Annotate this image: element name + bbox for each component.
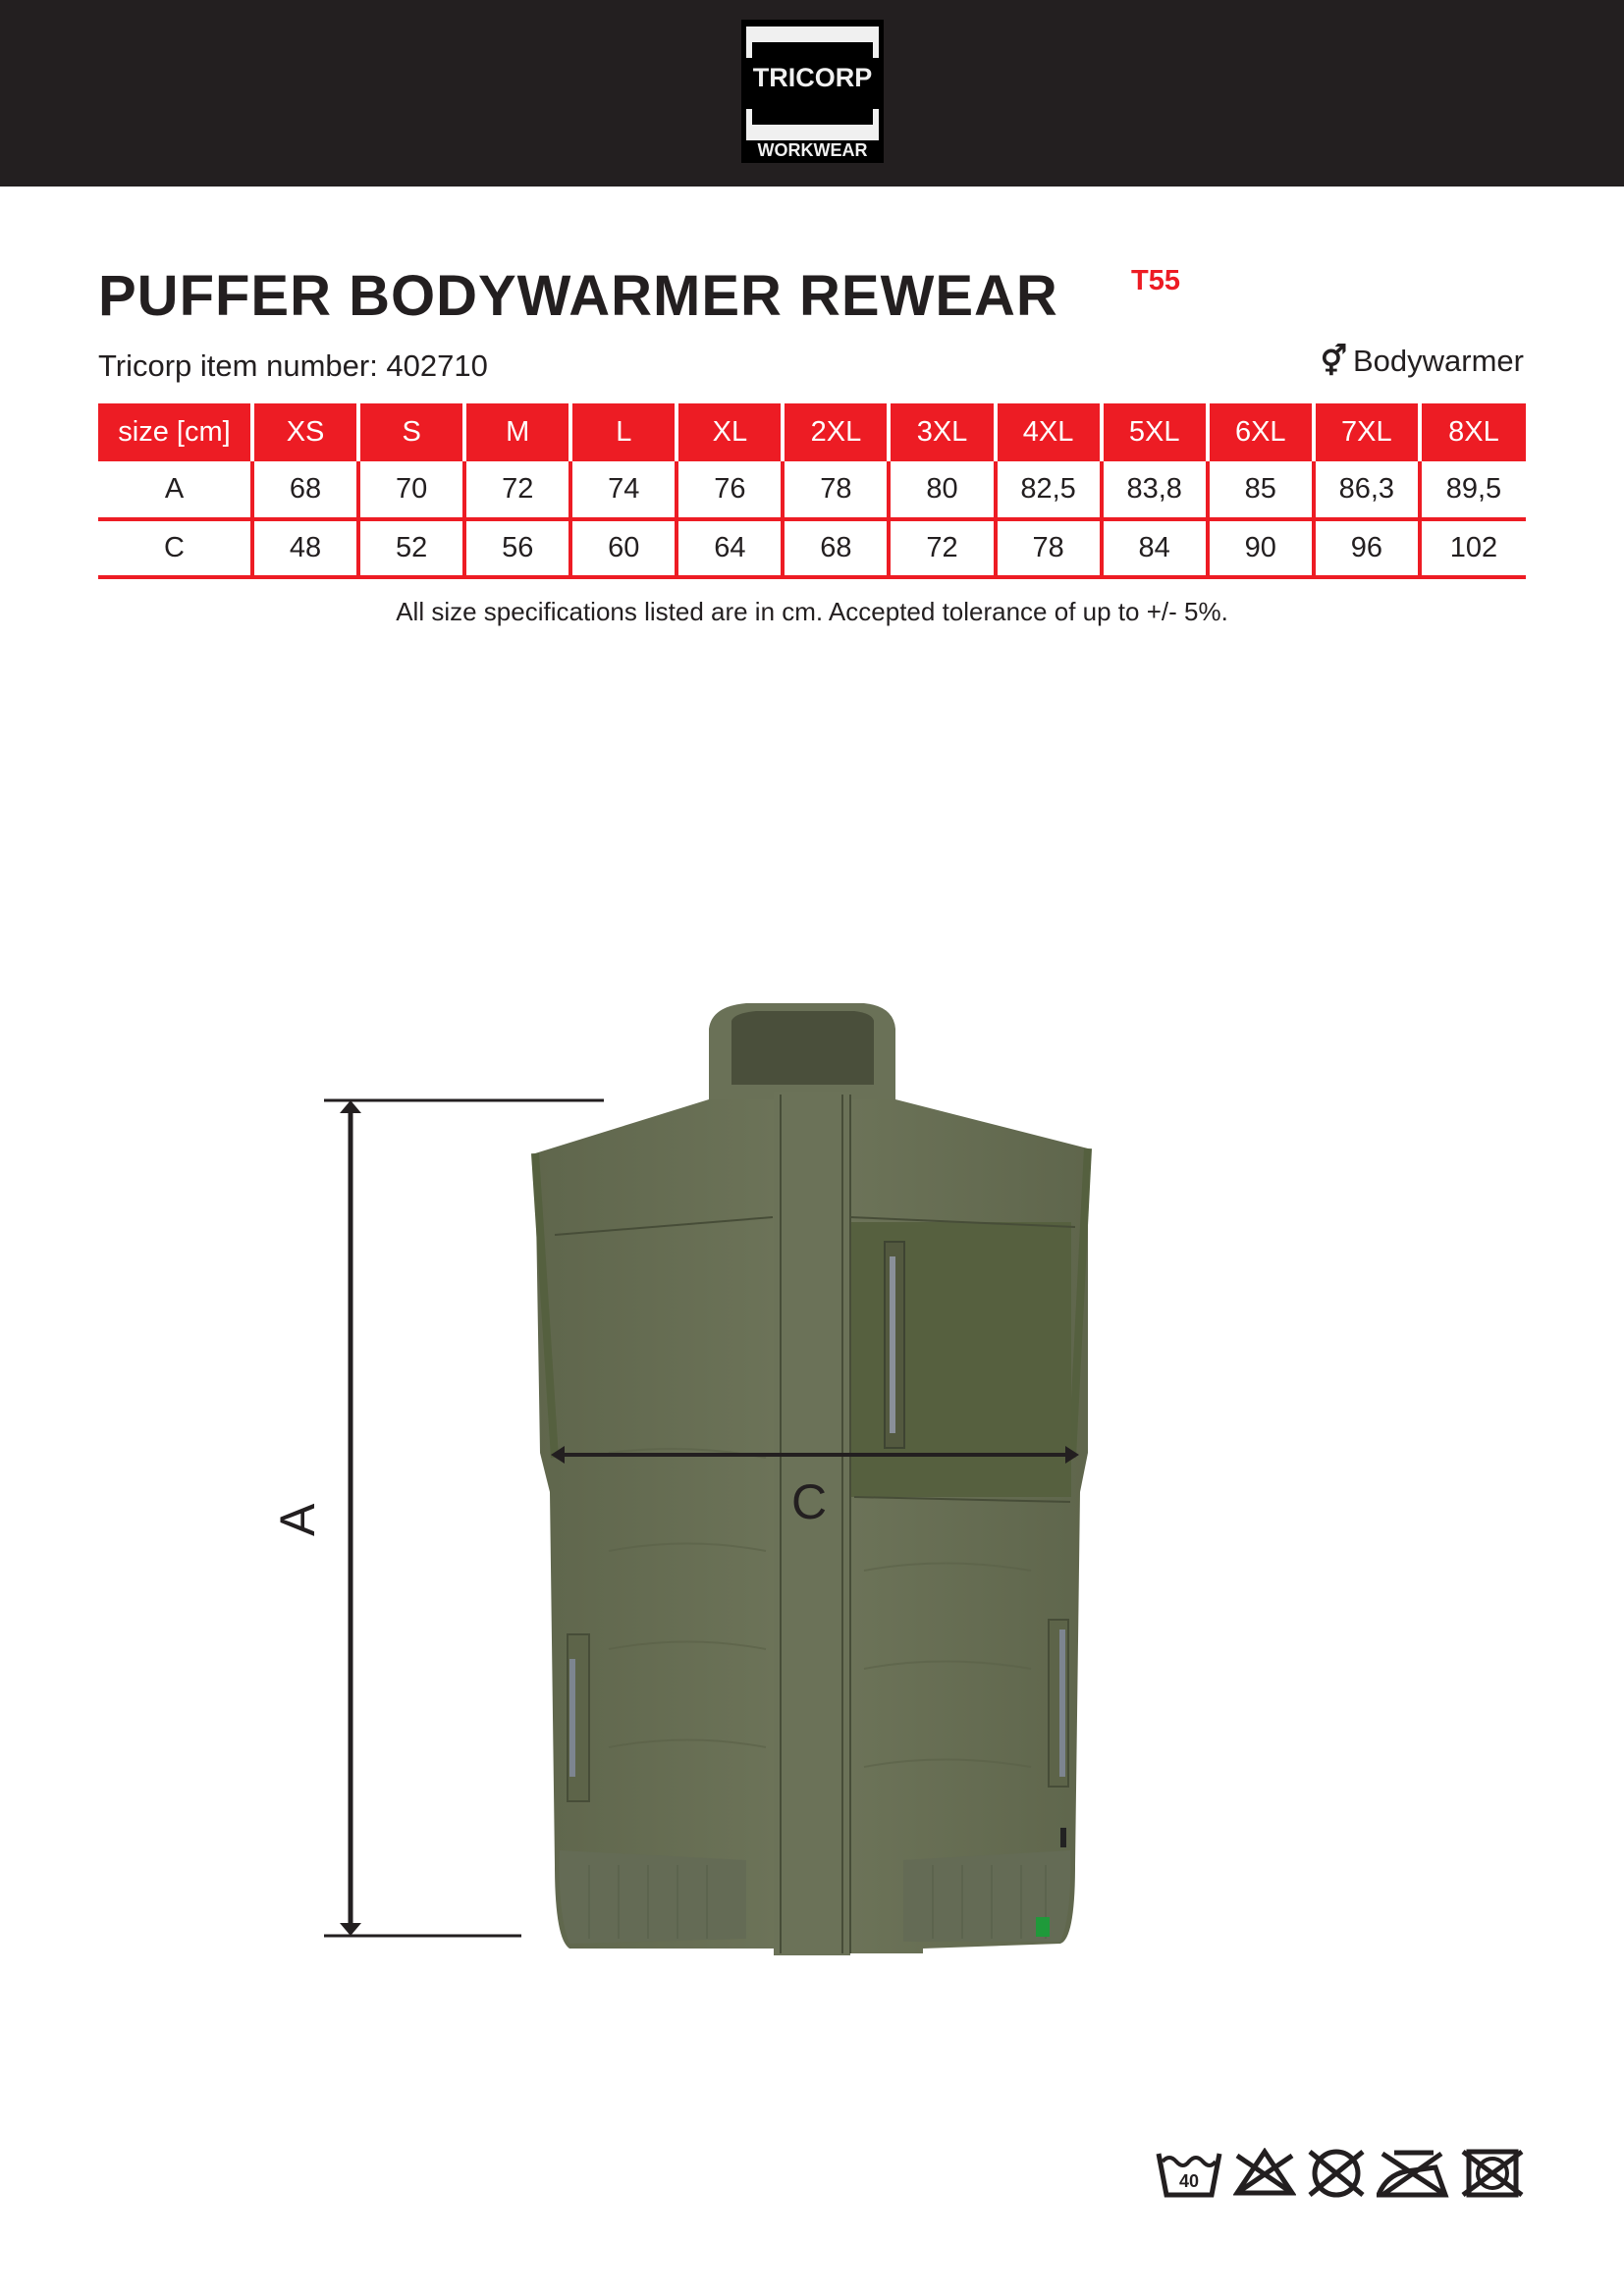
table-cell: 80 [889,461,995,519]
table-cell: 74 [570,461,677,519]
no-tumble-dry-icon [1306,2148,1367,2204]
care-icons [1155,2148,1524,2204]
size-col: M [464,403,570,461]
row-label: C [164,532,185,563]
logo-sub: WORKWEAR [757,140,868,160]
no-bleach-icon [1233,2148,1296,2204]
table-cell: 48 [252,519,358,577]
table-cell: 64 [677,519,783,577]
table-cell: 82,5 [996,461,1102,519]
unisex-icon: ⚥ [1320,345,1347,378]
item-number: Tricorp item number: 402710 [98,348,488,383]
size-col: 5XL [1102,403,1208,461]
table-cell: 76 [677,461,783,519]
category-label: Bodywarmer [1353,344,1524,378]
table-cell: 84 [1102,519,1208,577]
size-col: 4XL [996,403,1102,461]
table-cell: 83,8 [1102,461,1208,519]
table-cell: 90 [1208,519,1314,577]
table-cell: 102 [1420,519,1526,577]
svg-text:40: 40 [1178,2171,1200,2191]
table-cell: 52 [358,519,464,577]
size-col: L [570,403,677,461]
product-title: PUFFER BODYWARMER REWEAR [98,264,1058,328]
size-col: 6XL [1208,403,1314,461]
table-cell: 85 [1208,461,1314,519]
table-cell: 60 [570,519,677,577]
wash-40-icon [1155,2148,1223,2204]
no-iron-icon [1377,2148,1451,2204]
size-header-label: size [cm] [98,403,252,461]
logo-brand: TRICORP [752,63,873,92]
size-col: 8XL [1420,403,1526,461]
size-col: XL [677,403,783,461]
size-col: 7XL [1314,403,1420,461]
size-col: S [358,403,464,461]
size-col: 3XL [889,403,995,461]
table-cell: 70 [358,461,464,519]
table-cell: 86,3 [1314,461,1420,519]
table-cell: 78 [783,461,889,519]
table-cell: 56 [464,519,570,577]
no-dry-clean-icon [1461,2148,1524,2204]
measure-c-label: C [791,1474,828,1529]
table-cell: 68 [783,519,889,577]
table-cell: 96 [1314,519,1420,577]
table-cell: 72 [889,519,995,577]
tolerance-note: All size specifications listed are in cm. Accepted tolerance of up to +/- 5%. [396,597,1228,626]
table-cell: 68 [252,461,358,519]
table-cell: 72 [464,461,570,519]
size-col: XS [252,403,358,461]
table-cell: 78 [996,519,1102,577]
row-label: A [164,473,185,505]
size-col: 2XL [783,403,889,461]
product-code: T55 [1131,265,1180,296]
measure-a-label: A [270,1503,325,1536]
table-cell: 89,5 [1420,461,1526,519]
